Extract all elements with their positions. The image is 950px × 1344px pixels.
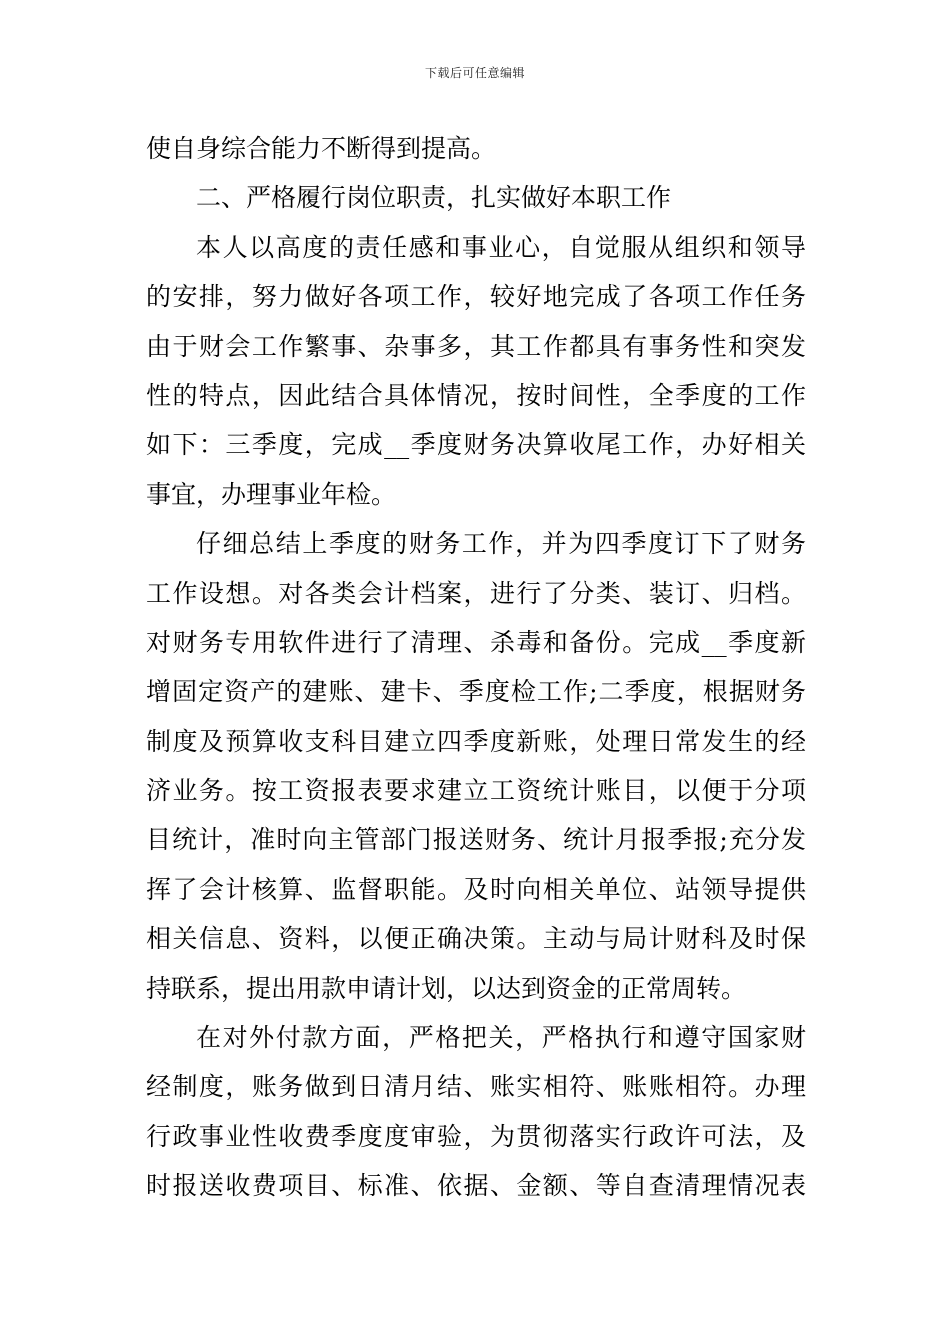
text-line: 如下：三季度，完成__季度财务决算收尾工作，办好相关	[146, 430, 806, 460]
text-line: 使自身综合能力不断得到提高。	[146, 134, 497, 163]
paragraph	[146, 1013, 806, 1211]
page-header: 下载后可任意编辑	[424, 66, 525, 80]
text-line: 增固定资产的建账、建卡、季度检工作;二季度，根据财务	[146, 677, 806, 707]
text-line: 本人以高度的责任感和事业心，自觉服从组织和领导	[196, 232, 806, 262]
text-line: 事宜，办理事业年检。	[146, 479, 397, 509]
text-line: 相关信息、资料，以便正确决策。主动与局计财科及时保	[146, 924, 806, 954]
section-heading	[146, 173, 806, 222]
text-line: 由于财会工作繁事、杂事多，其工作都具有事务性和突发	[146, 331, 806, 361]
text-line: 时报送收费项目、标准、依据、金额、等自查清理情况表	[146, 1171, 806, 1201]
text-line: 经制度，账务做到日清月结、账实相符、账账相符。办理	[146, 1072, 806, 1102]
text-line: 工作设想。对各类会计档案，进行了分类、装订、归档。	[146, 578, 806, 608]
text-line: 在对外付款方面，严格把关，严格执行和遵守国家财	[196, 1023, 806, 1053]
paragraph	[146, 223, 806, 519]
text-line: 二、严格履行岗位职责，扎实做好本职工作	[196, 183, 672, 213]
text-line: 制度及预算收支科目建立四季度新账，处理日常发生的经	[146, 726, 806, 756]
paragraph	[146, 519, 806, 1013]
text-line: 济业务。按工资报表要求建立工资统计账目，以便于分项	[146, 776, 806, 806]
text-line: 对财务专用软件进行了清理、杀毒和备份。完成__季度新	[146, 627, 806, 657]
text-line: 的安排，努力做好各项工作，较好地完成了各项工作任务	[146, 282, 806, 312]
text-line: 性的特点，因此结合具体情况，按时间性，全季度的工作	[146, 380, 806, 410]
text-line: 目统计，准时向主管部门报送财务、统计月报季报;充分发	[146, 825, 806, 855]
paragraph	[146, 124, 806, 173]
document-body	[146, 124, 806, 1211]
text-line: 仔细总结上季度的财务工作，并为四季度订下了财务	[196, 529, 806, 559]
text-line: 持联系，提出用款申请计划，以达到资金的正常周转。	[146, 973, 747, 1003]
text-line: 行政事业性收费季度度审验，为贯彻落实行政许可法，及	[146, 1121, 806, 1151]
text-line: 挥了会计核算、监督职能。及时向相关单位、站领导提供	[146, 874, 806, 904]
